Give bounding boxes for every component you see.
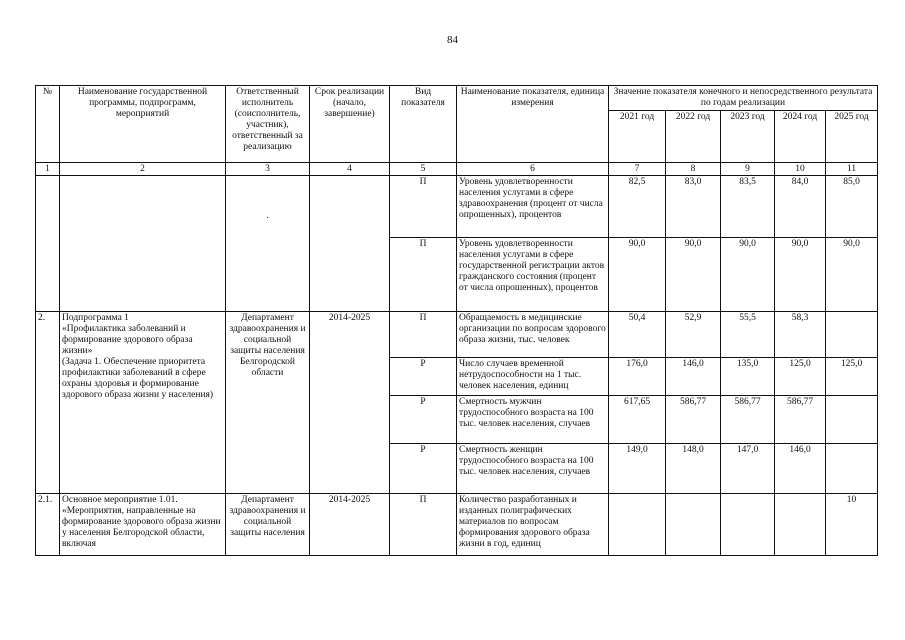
cell-value: 58,3: [775, 312, 826, 358]
cell-value: 176,0: [609, 358, 666, 396]
indicators-table: [35, 85, 878, 556]
cell-term-empty: [310, 176, 390, 312]
cell-value: [826, 396, 878, 444]
cell-value: 84,0: [775, 176, 826, 238]
header-term: Срок реализации (начало, завершение): [310, 86, 390, 163]
cell-term: 2014-2025: [310, 312, 390, 494]
column-number: 2: [60, 163, 226, 176]
cell-indicator: Уровень удовлетворенности населения услугами в сфере здравоохранения (процент от числа опрошенных), процентов: [457, 176, 609, 238]
table-row: [36, 312, 878, 358]
cell-value: 146,0: [666, 358, 721, 396]
column-number: 6: [457, 163, 609, 176]
column-number: 11: [826, 163, 878, 176]
header-year: 2023 год: [721, 111, 775, 163]
header-responsible: Ответственный исполнитель (соисполнитель, участник), ответственный за реализацию: [226, 86, 310, 163]
cell-value: 50,4: [609, 312, 666, 358]
cell-no: 2.: [36, 312, 60, 494]
cell-program-name: Основное мероприятие 1.01. «Мероприятия, направленные на формирование здорового образа жизни у населения Белгородской области, включая: [60, 494, 226, 556]
cell-indicator: Смертность женщин трудоспособного возраста на 100 тыс. человек населения, случаев: [457, 444, 609, 494]
cell-value: [826, 444, 878, 494]
column-number: 3: [226, 163, 310, 176]
cell-value: 83,0: [666, 176, 721, 238]
cell-value: 90,0: [775, 238, 826, 312]
cell-value: 85,0: [826, 176, 878, 238]
table-row: [36, 176, 878, 238]
cell-value: 125,0: [775, 358, 826, 396]
header-indicator: Наименование показателя, единица измерения: [457, 86, 609, 163]
cell-value: 586,77: [666, 396, 721, 444]
cell-type: П: [390, 176, 457, 238]
column-number: 5: [390, 163, 457, 176]
column-number: 9: [721, 163, 775, 176]
cell-value: [721, 494, 775, 556]
column-numbers-row: [36, 163, 878, 176]
cell-type: Р: [390, 396, 457, 444]
header-year: 2022 год: [666, 111, 721, 163]
header-year: 2021 год: [609, 111, 666, 163]
header-values-group: Значение показателя конечного и непосредственного результата по годам реализации: [609, 86, 878, 111]
cell-term: 2014-2025: [310, 494, 390, 556]
table-row: [36, 494, 878, 556]
column-number: 8: [666, 163, 721, 176]
cell-indicator: Количество разработанных и изданных полиграфических материалов по вопросам формирования здорового образа жизни в год, единиц: [457, 494, 609, 556]
cell-value: 90,0: [826, 238, 878, 312]
column-number: 10: [775, 163, 826, 176]
cell-value: 586,77: [775, 396, 826, 444]
page-number: 84: [447, 34, 458, 46]
cell-responsible: Департамент здравоохранения и социальной защиты населения: [226, 494, 310, 556]
cell-value: 149,0: [609, 444, 666, 494]
cell-responsible: Департамент здравоохранения и социальной защиты населения Белгородской области: [226, 312, 310, 494]
cell-type: Р: [390, 358, 457, 396]
cell-value: 586,77: [721, 396, 775, 444]
cell-value: 135,0: [721, 358, 775, 396]
header-type: Вид показателя: [390, 86, 457, 163]
cell-value: [826, 312, 878, 358]
cell-type: П: [390, 494, 457, 556]
cell-indicator: Число случаев временной нетрудоспособности на 1 тыс. человек населения, единиц: [457, 358, 609, 396]
stray-dot: .: [266, 211, 269, 221]
cell-value: 10: [826, 494, 878, 556]
cell-type: П: [390, 238, 457, 312]
cell-value: 82,5: [609, 176, 666, 238]
cell-program-name: Подпрограмма 1 «Профилактика заболеваний и формирование здорового образа жизни» (Задача 1. Обеспечение приоритета профилактики заболеваний в сфере охраны здоровья и формирование здорового образа жизни у населения): [60, 312, 226, 494]
column-number: 4: [310, 163, 390, 176]
header-row: [36, 86, 878, 111]
header-program-name: Наименование государственной программы, подпрограмм, мероприятий: [60, 86, 226, 163]
cell-value: 146,0: [775, 444, 826, 494]
cell-value: 52,9: [666, 312, 721, 358]
cell-type: Р: [390, 444, 457, 494]
column-number: 1: [36, 163, 60, 176]
cell-value: [609, 494, 666, 556]
cell-no-empty: [36, 176, 60, 312]
cell-value: 617,65: [609, 396, 666, 444]
cell-type: П: [390, 312, 457, 358]
cell-value: 90,0: [609, 238, 666, 312]
cell-value: 55,5: [721, 312, 775, 358]
cell-indicator: Обращаемость в медицинские организации по вопросам здорового образа жизни, тыс. человек: [457, 312, 609, 358]
header-year: 2025 год: [826, 111, 878, 163]
cell-responsible-empty: [226, 176, 310, 312]
cell-value: 148,0: [666, 444, 721, 494]
cell-indicator: Уровень удовлетворенности населения услугами в сфере государственной регистрации актов гражданского состояния (процент от числа опрошенных), процентов: [457, 238, 609, 312]
cell-indicator: Смертность мужчин трудоспособного возраста на 100 тыс. человек населения, случаев: [457, 396, 609, 444]
cell-value: 147,0: [721, 444, 775, 494]
cell-value: 90,0: [721, 238, 775, 312]
cell-program-empty: [60, 176, 226, 312]
cell-value: [666, 494, 721, 556]
cell-value: [775, 494, 826, 556]
cell-value: 125,0: [826, 358, 878, 396]
header-year: 2024 год: [775, 111, 826, 163]
cell-value: 90,0: [666, 238, 721, 312]
header-no: №: [36, 86, 60, 163]
cell-no: 2.1.: [36, 494, 60, 556]
column-number: 7: [609, 163, 666, 176]
cell-value: 83,5: [721, 176, 775, 238]
